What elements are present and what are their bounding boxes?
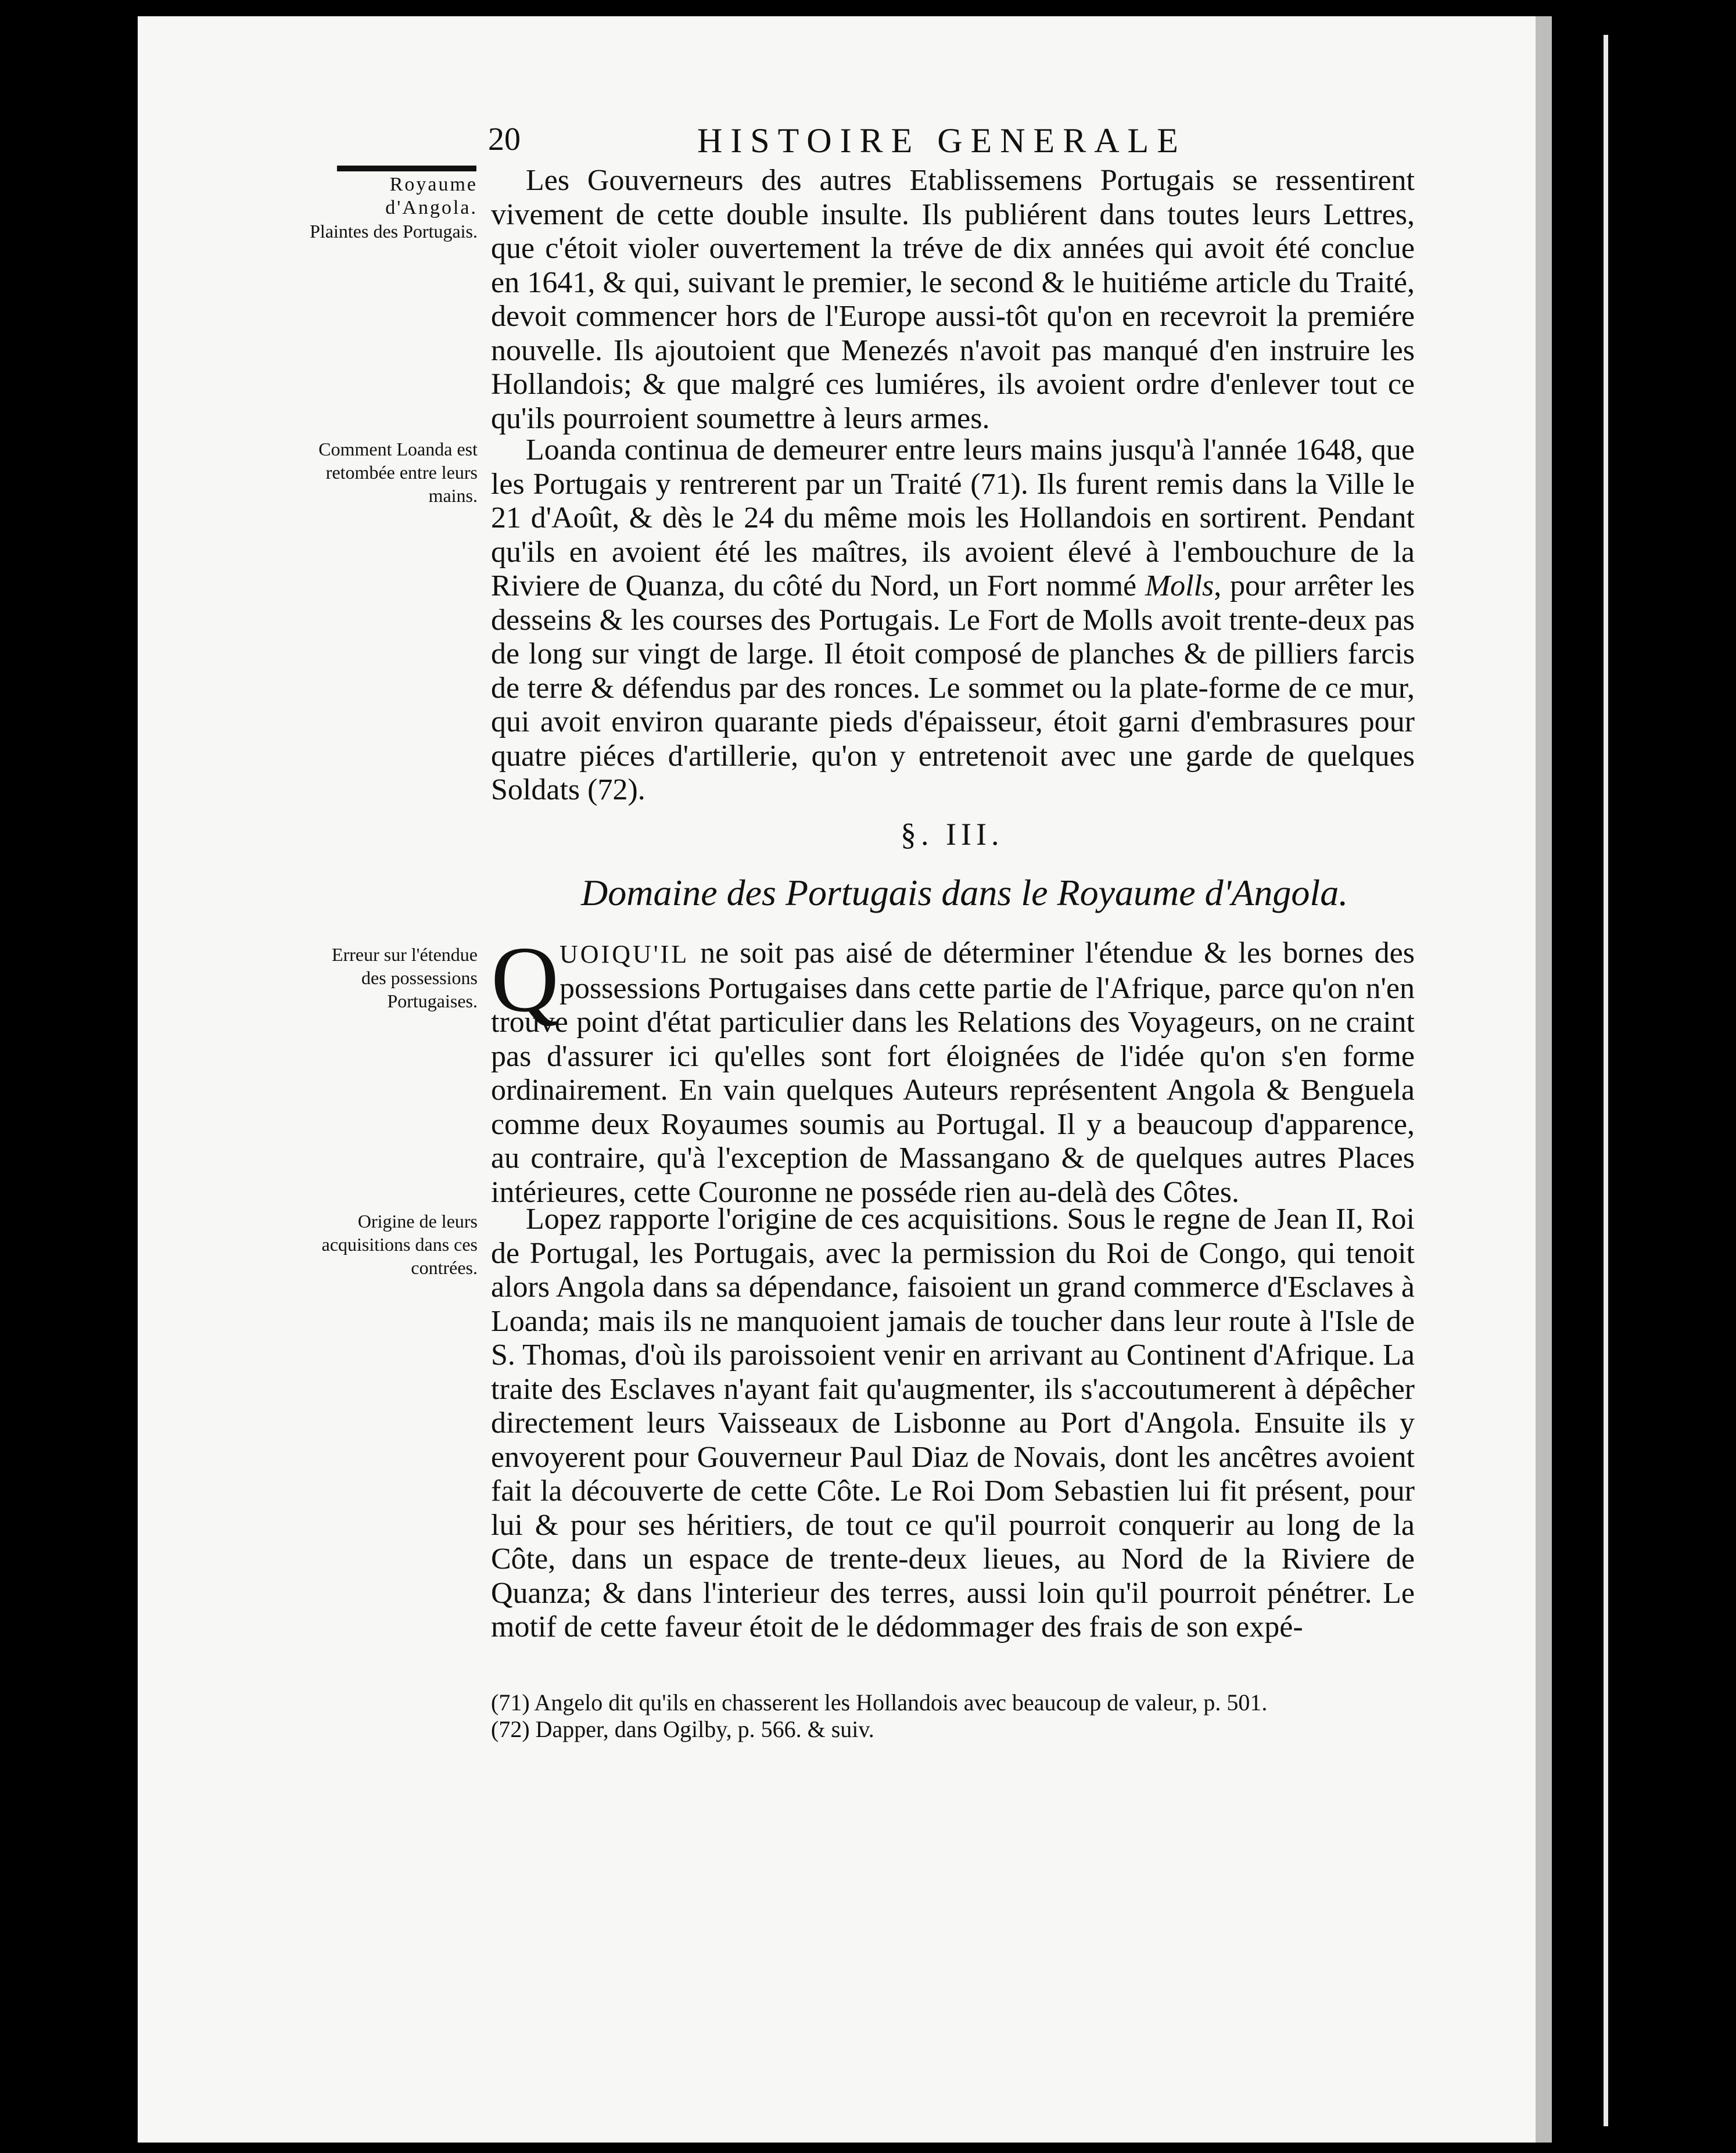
page-number: 20 — [488, 121, 521, 157]
next-page-edge — [1604, 35, 1608, 2126]
body-paragraph-3 — [491, 928, 1415, 1210]
body-paragraph-4 — [491, 1203, 1415, 1645]
margin-note-erreur: Erreur sur l'étendue des possessions Portugaises. — [332, 944, 478, 1011]
paragraph-quoiquil — [491, 928, 1415, 1210]
paragraph-loanda — [491, 433, 1415, 808]
footnote-71: (71) Angelo dit qu'ils en chasserent les Hollandois avec beaucoup de valeur, p. 501. — [491, 1689, 1268, 1716]
paragraph-gouverneurs: Les Gouverneurs des autres Etablissemens Portugais se ressentirent vivement de cette double insulte. Ils publiérent dans toutes leurs Lettres, que c'étoit violer ouvertement la tréve de dix années qui avoit été conclue en 1641, & qui, suivant le premier, le second & le huitiéme article du Traité, devoit commencer hors de l'Europe aussi-tôt qu'on en recevroit la premiére nouvelle. Ils ajoutoient que Menezés n'avoit pas manqué d'en instruire les Hollandois; & que malgré ces lumiéres, ils avoient ordre d'enlever tout ce qu'ils pourroient soumettre à leurs armes. — [491, 164, 1415, 435]
paragraph-loanda-a: Loanda continua de demeurer entre leurs mains jusqu'à l'année 1648, que les Portugais y rentrerent par un Traité (71). Ils furent remis dans la Ville le 21 d'Août, & dès le 24 du même mois les Hollandois en sortirent. Pendant qu'ils en avoient été les maîtres, ils avoient élevé à l'embouchure de la Riviere de Quanza, du côté du Nord, un Fort nommé — [491, 433, 1415, 602]
footnotes — [491, 1689, 1415, 1743]
paragraph-lopez: Lopez rapporte l'origine de ces acquisitions. Sous le regne de Jean II, Roi de Portugal, les Portugais, avec la permission du Roi de Congo, qui tenoit alors Angola dans sa dépendance, faisoient un grand commerce d'Esclaves à Loanda; mais ils ne manquoient jamais de toucher dans leur route à l'Isle de S. Thomas, d'où ils paroissoient venir en arrivant au Continent d'Afrique. La traite des Esclaves n'ayant fait qu'augmenter, ils s'accoutumerent à dépêcher directement leurs Vaisseaux de Lisbonne au Port d'Angola. Ensuite ils y envoyerent pour Gouverneur Paul Diaz de Novais, dont les ancêtres avoient fait la découverte de cette Côte. Le Roi Dom Sebastien lui fit présent, pour lui & pour ses héritiers, de tout ce qu'il pourroit conquerir au long de la Côte, dans un espace de trente-deux lieues, au Nord de la Riviere de Quanza; & dans l'interieur des terres, aussi loin qu'il pourroit pénétrer. Le motif de cette faveur étoit de le dédommager des frais de son expé- — [491, 1203, 1415, 1644]
body-paragraph-2 — [491, 433, 1415, 808]
paragraph-quoiquil-text: ne soit pas aisé de déterminer l'étendue & les bornes des possessions Portugaises dans cette partie de l'Afrique, parce qu'on n'en trouve point d'état particulier dans les Relations des Voyageurs, on ne craint pas d'assurer ici qu'elles sont fort éloignées de l'idée qu'on s'en forme ordinairement. En vain quelques Auteurs représentent Angola & Benguela comme deux Royaumes soumis au Portugal. Il y a beaucoup d'apparence, au contraire, qu'à l'exception de Massangano & de quelques autres Places intérieures, cette Couronne ne posséde rien au-delà des Côtes. — [491, 936, 1415, 1209]
margin-note-origine: Origine de leurs acquisitions dans ces contrées. — [321, 1211, 478, 1278]
body-paragraph-1 — [491, 164, 1415, 436]
section-number: §. III. — [901, 817, 1004, 852]
margin-rule — [337, 166, 476, 171]
margin-note-1: Plaintes des Portugais. — [310, 221, 478, 242]
paragraph-loanda-b: , pour arrêter les desseins & les courses des Portugais. Le Fort de Molls avoit trente-deux pas de long sur vingt de large. Il étoit composé de planches & de pilliers farcis de terre & défendus par des ronces. Le sommet ou la plate-forme de ce mur, qui avoit environ quarante pieds d'épaisseur, étoit garni d'embrasures pour quatre piéces d'artillerie, qu'on y entretenoit avec une garde de quelques Soldats (72). — [491, 569, 1415, 806]
fort-name: Molls — [1145, 569, 1214, 602]
margin-note-loanda: Comment Loanda est retombée entre leurs mains. — [318, 439, 478, 506]
paragraph-lead-word: UOIQU'IL — [559, 940, 690, 968]
section-heading: Domaine des Portugais dans le Royaume d'Angola. — [581, 872, 1348, 913]
page-header — [488, 121, 1406, 162]
margin-royaume: Royaume — [389, 174, 478, 195]
page-gutter-shadow — [1536, 16, 1552, 2143]
footnote-72: (72) Dapper, dans Ogilby, p. 566. & suiv. — [491, 1716, 874, 1742]
drop-capital: Q — [491, 928, 559, 1032]
margin-angola: d'Angola. — [385, 197, 478, 218]
margin-note-plaintes — [303, 173, 478, 243]
running-title: HISTOIRE GENERALE — [697, 121, 1186, 160]
